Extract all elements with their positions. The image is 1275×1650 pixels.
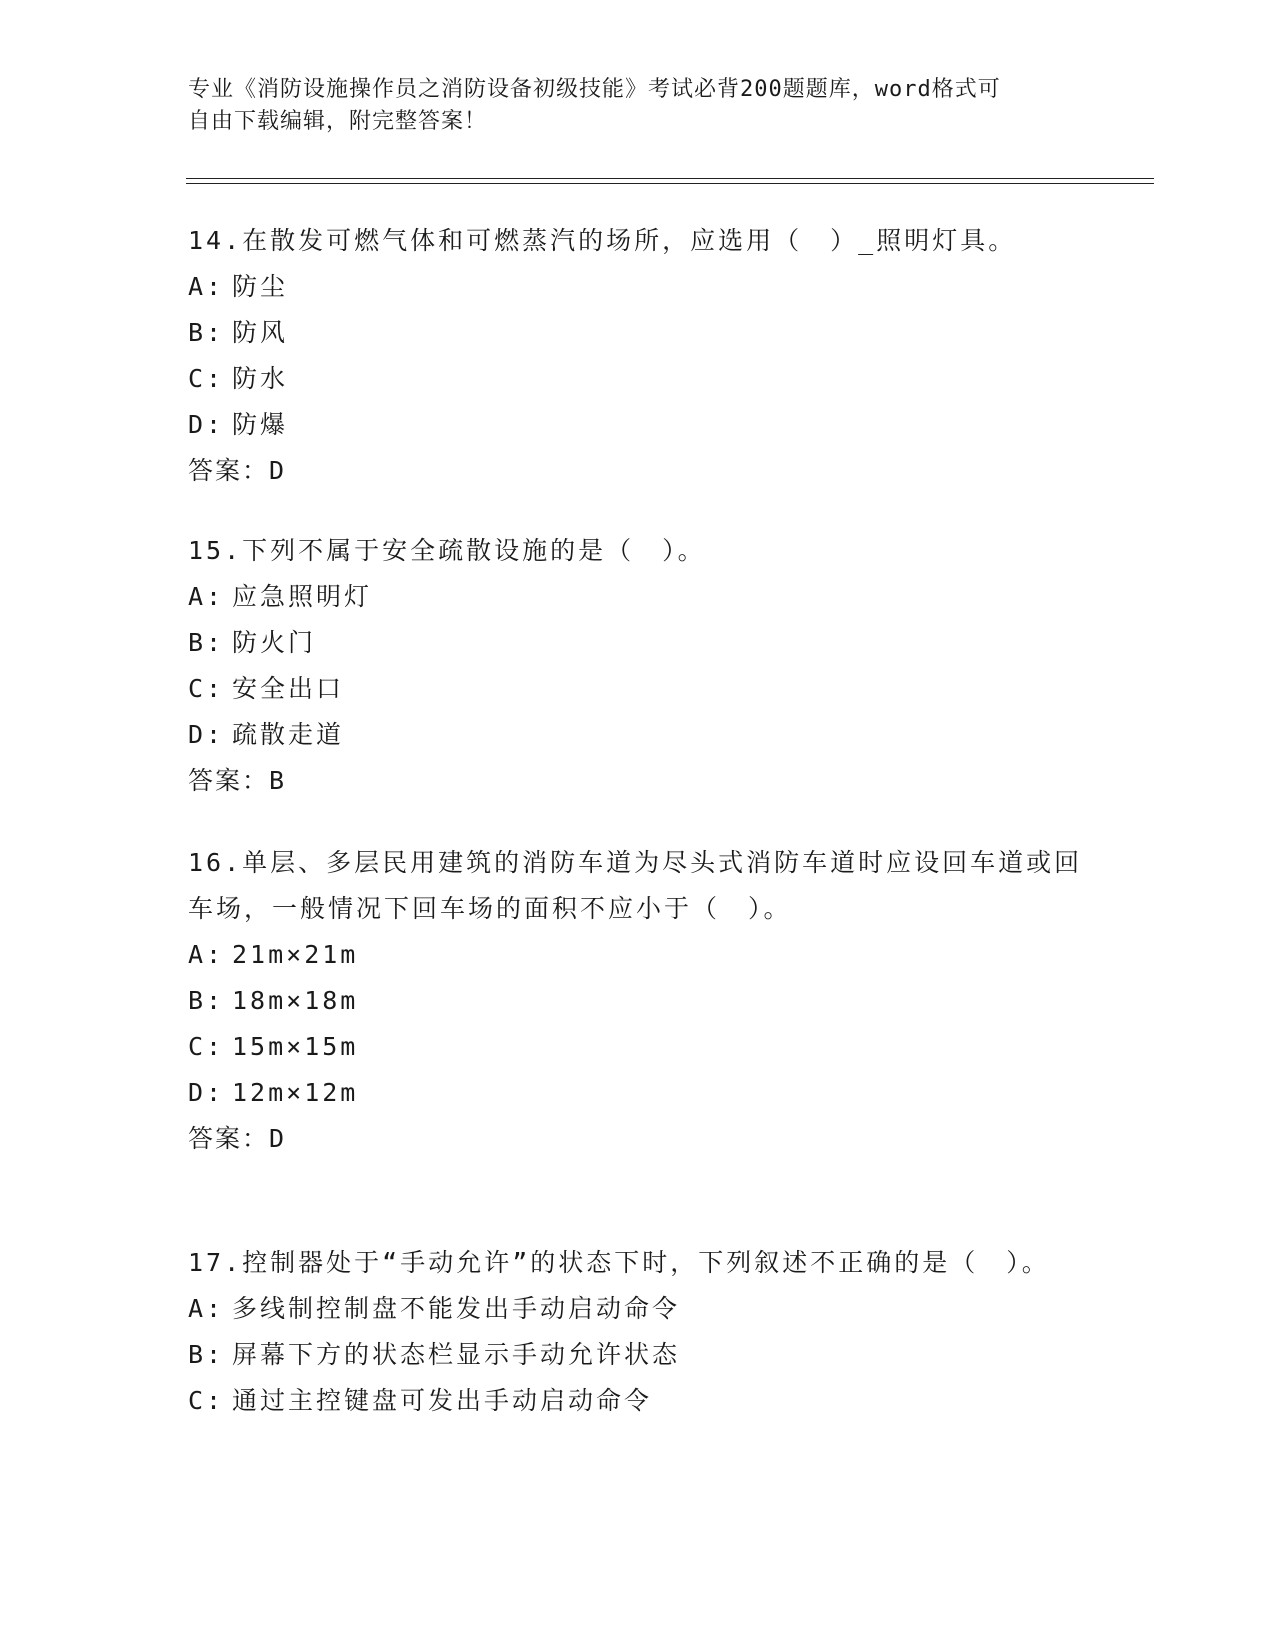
option-text: 21m×21m [232, 940, 359, 969]
answer-value: B [269, 766, 287, 795]
option-d [188, 712, 1088, 758]
header-divider-bottom [186, 183, 1154, 184]
option-key: D: [188, 410, 225, 439]
option-key: B: [188, 986, 225, 1015]
option-text: 安全出口 [232, 674, 345, 703]
option-a [188, 264, 1088, 310]
option-text: 多线制控制盘不能发出手动启动命令 [232, 1294, 681, 1323]
option-b [188, 620, 1088, 666]
question-stem: 14.在散发可燃气体和可燃蒸汽的场所，应选用（ ）_照明灯具。 [188, 226, 1017, 255]
answer [188, 448, 1088, 494]
option-text: 15m×15m [232, 1032, 359, 1061]
answer [188, 1116, 1088, 1162]
option-text: 防尘 [232, 272, 289, 301]
question-15 [188, 528, 1088, 804]
option-text: 疏散走道 [232, 720, 345, 749]
option-key: C: [188, 1032, 225, 1061]
question-14 [188, 218, 1088, 494]
option-key: A: [188, 1294, 225, 1323]
option-key: C: [188, 1386, 225, 1415]
answer [188, 758, 1088, 804]
option-key: A: [188, 940, 225, 969]
answer-label: 答案： [188, 766, 270, 795]
option-key: A: [188, 272, 225, 301]
option-a [188, 932, 1088, 978]
option-d [188, 402, 1088, 448]
option-text: 防水 [232, 364, 289, 393]
question-stem: 16.单层、多层民用建筑的消防车道为尽头式消防车道时应设回车道或回车场，一般情况下回车场的面积不应小于（ ）。 [188, 848, 1083, 923]
answer-label: 答案： [188, 1124, 270, 1153]
option-text: 应急照明灯 [232, 582, 373, 611]
option-d [188, 1070, 1088, 1116]
header-line-1: 专业《消防设施操作员之消防设备初级技能》考试必背200题题库，word格式可 [188, 77, 1001, 102]
option-key: D: [188, 1078, 225, 1107]
option-c [188, 1024, 1088, 1070]
option-text: 防风 [232, 318, 289, 347]
option-text: 18m×18m [232, 986, 359, 1015]
option-b [188, 1332, 1088, 1378]
option-key: C: [188, 674, 225, 703]
option-text: 通过主控键盘可发出手动启动命令 [232, 1386, 653, 1415]
header-line-2: 自由下载编辑，附完整答案！ [188, 109, 488, 134]
option-a [188, 574, 1088, 620]
option-text: 防爆 [232, 410, 289, 439]
answer-value: D [269, 456, 287, 485]
option-b [188, 310, 1088, 356]
option-key: A: [188, 582, 225, 611]
option-text: 12m×12m [232, 1078, 359, 1107]
question-stem: 17.控制器处于“手动允许”的状态下时，下列叙述不正确的是（ ）。 [188, 1248, 1050, 1277]
option-text: 防火门 [232, 628, 317, 657]
option-text: 屏幕下方的状态栏显示手动允许状态 [232, 1340, 681, 1369]
header-divider-top [186, 178, 1154, 179]
answer-value: D [269, 1124, 287, 1153]
option-key: B: [188, 628, 225, 657]
option-key: B: [188, 1340, 225, 1369]
option-b [188, 978, 1088, 1024]
option-c [188, 1378, 1088, 1424]
option-key: C: [188, 364, 225, 393]
option-key: D: [188, 720, 225, 749]
option-c [188, 666, 1088, 712]
question-16 [188, 840, 1088, 1162]
question-17 [188, 1240, 1088, 1424]
option-key: B: [188, 318, 225, 347]
answer-label: 答案： [188, 456, 270, 485]
document-header [188, 74, 1068, 138]
option-c [188, 356, 1088, 402]
option-a [188, 1286, 1088, 1332]
question-stem: 15.下列不属于安全疏散设施的是（ ）。 [188, 536, 706, 565]
